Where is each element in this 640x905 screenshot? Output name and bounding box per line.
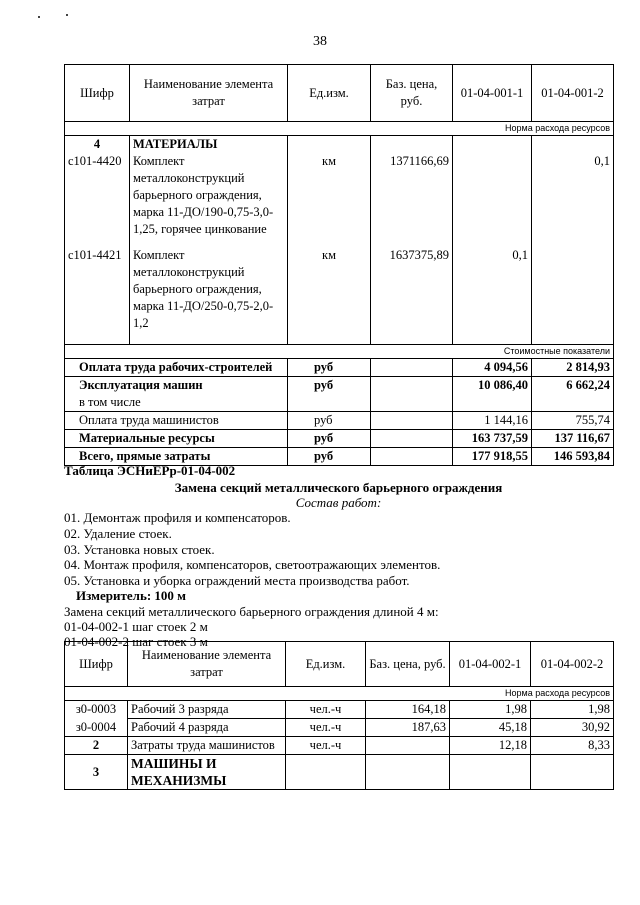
row-value-2: 30,92 bbox=[531, 719, 614, 737]
summary-value-1: 10 086,40 bbox=[453, 376, 532, 394]
summary-unit: руб bbox=[288, 376, 371, 394]
row-name: Комплект металлоконструкций барьерного ограждения, марка 11-ДО/190-0,75-3,0-1,25, горячее цинкование bbox=[130, 153, 288, 247]
norm-note: Норма расхода ресурсов bbox=[65, 687, 614, 701]
row-name: Затраты труда машинистов bbox=[128, 737, 286, 755]
header-col2: 01-04-001-2 bbox=[532, 65, 614, 122]
summary-name: Оплата труда рабочих-строителей bbox=[65, 358, 288, 376]
summary-row bbox=[65, 429, 614, 447]
summary-name: Оплата труда машинистов bbox=[65, 411, 288, 429]
norm-note: Норма расхода ресурсов bbox=[65, 122, 614, 136]
summary-row bbox=[65, 394, 614, 412]
summary-name: Эксплуатация машин bbox=[65, 376, 288, 394]
summary-value-2: 137 116,67 bbox=[532, 429, 614, 447]
table-row bbox=[65, 755, 614, 790]
row-unit: км bbox=[288, 153, 371, 247]
row-unit: чел.-ч bbox=[286, 719, 366, 737]
row-unit: чел.-ч bbox=[286, 737, 366, 755]
summary-value-1: 1 144,16 bbox=[453, 411, 532, 429]
description-line: Замена секций металлического барьерного ограждения длиной 4 м: bbox=[64, 604, 439, 619]
summary-value-2: 2 814,93 bbox=[532, 358, 614, 376]
section-title: МАТЕРИАЛЫ bbox=[130, 136, 288, 154]
table-row bbox=[65, 719, 614, 737]
row-value-2: 8,33 bbox=[531, 737, 614, 755]
row-code: 2 bbox=[65, 737, 128, 755]
header-code: Шифр bbox=[65, 65, 130, 122]
summary-value-1: 163 737,59 bbox=[453, 429, 532, 447]
header-name: Наименование элемента затрат bbox=[128, 642, 286, 687]
scan-speck bbox=[38, 16, 40, 18]
work-item: 01. Демонтаж профиля и компенсаторов. bbox=[64, 510, 291, 525]
header-name: Наименование элемента затрат bbox=[130, 65, 288, 122]
summary-value-2: 755,74 bbox=[532, 411, 614, 429]
resource-table-01-04-001 bbox=[64, 64, 614, 466]
header-unit: Ед.изм. bbox=[288, 65, 371, 122]
summary-row bbox=[65, 358, 614, 376]
row-code: з0-0003 bbox=[65, 701, 128, 719]
summary-name: в том числе bbox=[65, 394, 288, 412]
row-code: с101-4421 bbox=[65, 247, 130, 344]
section-code: 3 bbox=[65, 755, 128, 790]
header-col2: 01-04-002-2 bbox=[531, 642, 614, 687]
scan-speck bbox=[66, 14, 68, 16]
summary-value-2: 6 662,24 bbox=[532, 376, 614, 394]
summary-value-2: 146 593,84 bbox=[532, 447, 614, 465]
summary-unit: руб bbox=[288, 411, 371, 429]
row-code: с101-4420 bbox=[65, 153, 130, 247]
summary-value-1: 177 918,55 bbox=[453, 447, 532, 465]
row-price bbox=[366, 737, 450, 755]
summary-name: Всего, прямые затраты bbox=[65, 447, 288, 465]
table-row bbox=[65, 737, 614, 755]
works-heading: Состав работ: bbox=[295, 495, 382, 510]
row-value-1: 45,18 bbox=[450, 719, 531, 737]
header-col1: 01-04-001-1 bbox=[453, 65, 532, 122]
table-label: Таблица ЭСНиЕРр-01-04-002 bbox=[64, 463, 236, 478]
row-unit: чел.-ч bbox=[286, 701, 366, 719]
table-row bbox=[65, 247, 614, 344]
summary-unit: руб bbox=[288, 358, 371, 376]
summary-unit: руб bbox=[288, 447, 371, 465]
work-item: 02. Удаление стоек. bbox=[64, 526, 172, 541]
work-item: 03. Установка новых стоек. bbox=[64, 542, 215, 557]
row-value-1: 0,1 bbox=[453, 247, 532, 344]
row-value-2: 1,98 bbox=[531, 701, 614, 719]
table-row bbox=[65, 153, 614, 247]
section-title: МАШИНЫ И МЕХАНИЗМЫ bbox=[128, 755, 286, 790]
row-value-1 bbox=[453, 153, 532, 247]
row-price: 164,18 bbox=[366, 701, 450, 719]
row-value-1: 12,18 bbox=[450, 737, 531, 755]
work-item: 05. Установка и уборка ограждений места производства работ. bbox=[64, 573, 410, 588]
summary-value-1: 4 094,56 bbox=[453, 358, 532, 376]
summary-row bbox=[65, 411, 614, 429]
section-title: Замена секций металлического барьерного ограждения bbox=[174, 480, 503, 495]
header-unit: Ед.изм. bbox=[286, 642, 366, 687]
row-price: 1371166,69 bbox=[371, 153, 453, 247]
header-price: Баз. цена, руб. bbox=[366, 642, 450, 687]
header-price: Баз. цена, руб. bbox=[371, 65, 453, 122]
page-number: 38 bbox=[313, 34, 327, 49]
row-name: Рабочий 4 разряда bbox=[128, 719, 286, 737]
description-line: 01-04-002-2 шаг стоек 3 м bbox=[64, 634, 208, 649]
cost-note: Стоимостные показатели bbox=[65, 344, 614, 358]
summary-row bbox=[65, 376, 614, 394]
row-unit: км bbox=[288, 247, 371, 344]
row-value-1: 1,98 bbox=[450, 701, 531, 719]
row-price: 1637375,89 bbox=[371, 247, 453, 344]
header-code: Шифр bbox=[65, 642, 128, 687]
resource-table-01-04-002 bbox=[64, 641, 614, 790]
meter: Измеритель: 100 м bbox=[76, 588, 187, 603]
row-value-2: 0,1 bbox=[532, 153, 614, 247]
description-line: 01-04-002-1 шаг стоек 2 м bbox=[64, 619, 208, 634]
row-value-2 bbox=[532, 247, 614, 344]
work-item: 04. Монтаж профиля, компенсаторов, светоотражающих элементов. bbox=[64, 557, 441, 572]
row-name: Комплект металлоконструкций барьерного ограждения, марка 11-ДО/250-0,75-2,0-1,2 bbox=[130, 247, 288, 344]
row-name: Рабочий 3 разряда bbox=[128, 701, 286, 719]
summary-name: Материальные ресурсы bbox=[65, 429, 288, 447]
section-code: 4 bbox=[65, 136, 130, 154]
header-col1: 01-04-002-1 bbox=[450, 642, 531, 687]
row-price: 187,63 bbox=[366, 719, 450, 737]
row-code: з0-0004 bbox=[65, 719, 128, 737]
summary-unit: руб bbox=[288, 429, 371, 447]
table-row bbox=[65, 701, 614, 719]
